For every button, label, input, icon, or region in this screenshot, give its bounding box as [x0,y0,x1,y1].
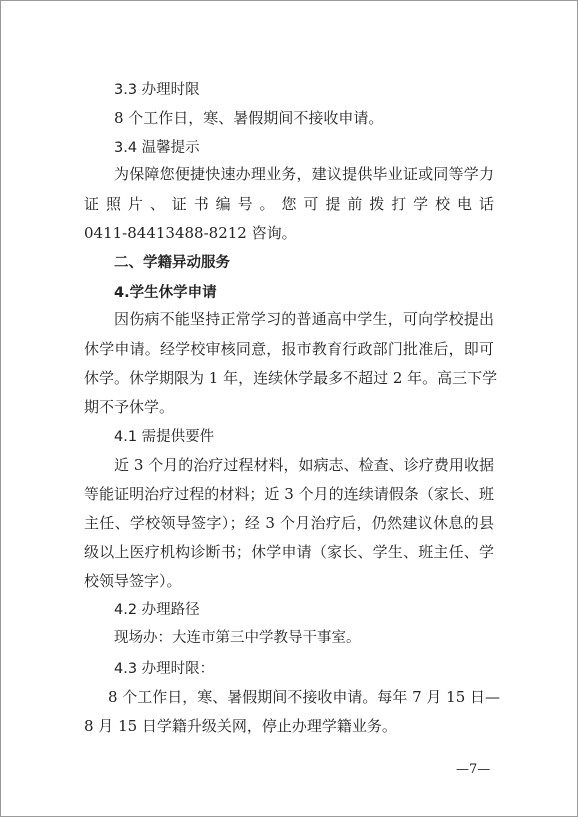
paragraph-line: 休学申请。经学校审核同意，报市教育行政部门批准后，即可 [84,340,494,358]
paragraph-line: 现场办：大连市第三中学教导干事室。 [114,630,361,646]
paragraph-line: 休学。休学期限为 1 年，连续休学最多不超过 2 年。高三下学 [84,369,498,387]
paragraph-line: 因伤病不能坚持正常学习的普通高中学生，可向学校提出 [114,310,494,328]
paragraph-line: 等能证明治疗过程的材料；近 3 个月的连续请假条（家长、班 [84,485,494,503]
paragraph-line: 期不予休学。 [84,398,175,416]
paragraph-line: 8 个工作日，寒、暑假期间不接收申请。每年 7 月 15 日— [108,688,501,706]
paragraph-line: 证照片、证书编号。您可提前拨打学校电话 [84,195,494,213]
page-number: —7— [456,762,491,777]
paragraph-line: 校领导签字）。 [84,572,182,590]
section-heading: 3.4 温馨提示 [114,140,200,156]
paragraph-line: 8 个工作日，寒、暑假期间不接收申请。 [114,109,384,127]
paragraph-line: 主任、学校领导签字）；经 3 个月治疗后，仍然建议休息的县 [84,514,494,532]
paragraph-line: 0411-84413488-8212 咨询。 [84,224,297,242]
paragraph-line: 为保障您便捷快速办理业务，建议提供毕业证或同等学力 [114,165,494,183]
paragraph-line: 级以上医疗机构诊断书；休学申请（家长、学生、班主任、学 [84,543,494,561]
section-heading: 4.3 办理时限： [114,661,215,677]
paragraph-line: 8 月 15 日学籍升级关网，停止办理学籍业务。 [84,717,397,735]
section-heading: 3.3 办理时限 [114,82,200,98]
paragraph-line: 近 3 个月的治疗过程材料，如病志、检查、诊疗费用收据 [114,456,494,474]
section-heading: 4.2 办理路径 [114,602,200,618]
section-heading: 4.1 需提供要件 [114,429,215,445]
section-heading: 二、学籍异动服务 [114,255,230,271]
section-heading: 4.学生休学申请 [114,285,217,301]
